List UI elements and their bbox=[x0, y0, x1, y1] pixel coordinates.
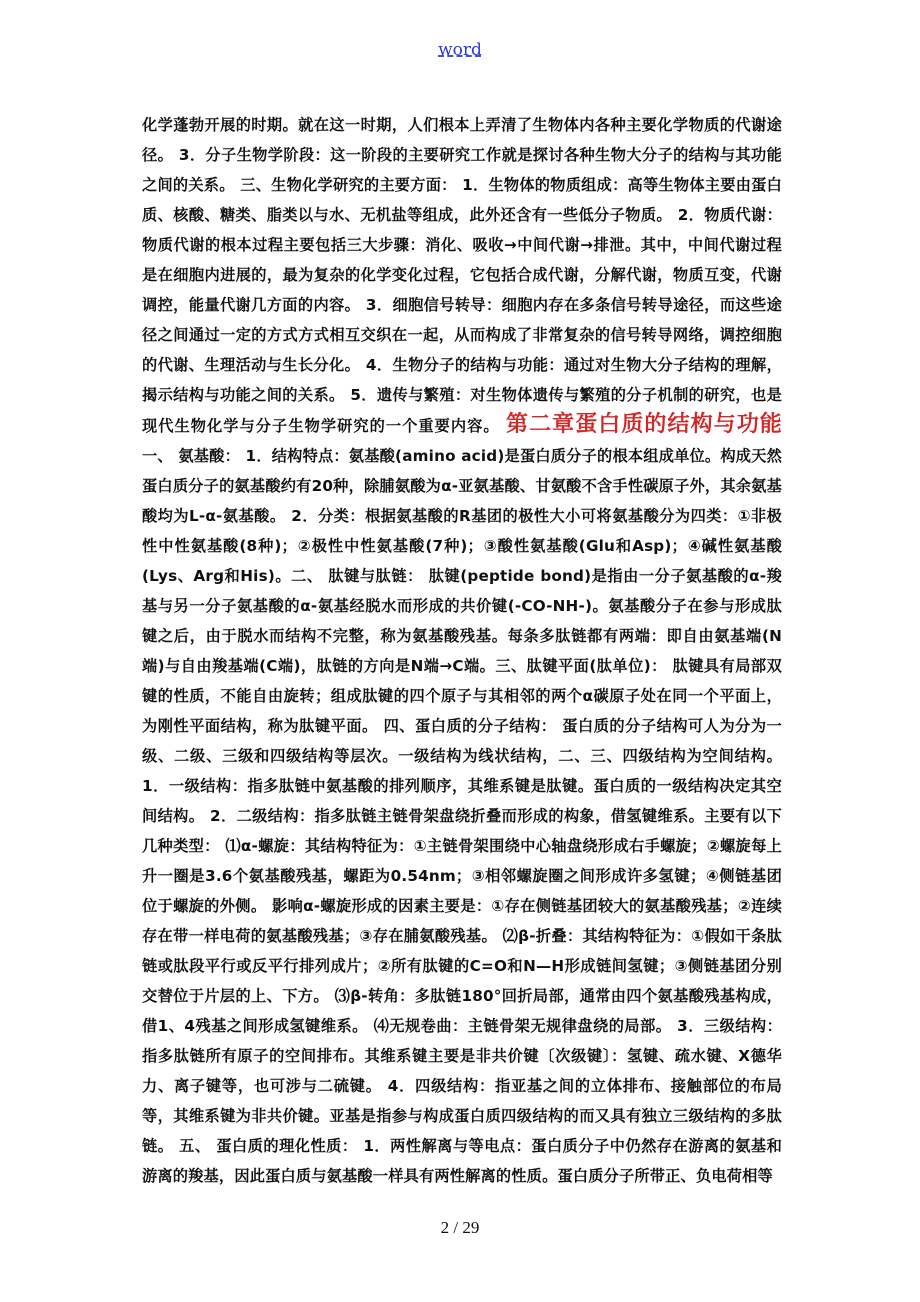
document-page bbox=[142, 110, 782, 1191]
chapter-heading: 第二章蛋白质的结构与功能 bbox=[506, 412, 782, 437]
page-number: 2 / 29 bbox=[440, 1218, 480, 1237]
paragraph-2: 一、 氨基酸： 1．结构特点：氨基酸(amino acid)是蛋白质分子的根本组成单位。构成天然蛋白质分子的氨基酸约有20种，除脯氨酸为α-亚氨基酸、甘氨酸不含手性碳原子外，其余氨基酸均为L-α-氨基酸。 2．分类：根据氨基酸的R基团的极性大小可将氨基酸分为四类：①非极性中性氨基酸(8种)；②极性中性氨基酸(7种)；③酸性氨基酸(Glu和Asp)；④碱性氨基酸(Lys、Arg和His)。二、 肽键与肽链： 肽键(peptide bond)是指由一分子氨基酸的α-羧基与另一分子氨基酸的α-氨基经脱水而形成的共价键(-CO-NH-)。氨基酸分子在参与形成肽键之后，由于脱水而结构不完整，称为氨基酸残基。每条多肽链都有两端：即自由氨基端(N端)与自由羧基端(C端)，肽链的方向是N端→C端。三、肽键平面(肽单位)： 肽键具有局部双键的性质，不能自由旋转；组成肽键的四个原子与其相邻的两个α碳原子处在同一个平面上，为刚性平面结构，称为肽键平面。 四、蛋白质的分子结构： 蛋白质的分子结构可人为分为一级、二级、三级和四级结构等层次。一级结构为线状结构，二、三、四级结构为空间结构。 1．一级结构：指多肽链中氨基酸的排列顺序，其维系键是肽键。蛋白质的一级结构决定其空间结构。 2．二级结构：指多肽链主链骨架盘绕折叠而形成的构象，借氢键维系。主要有以下几种类型： ⑴α-螺旋：其结构特征为：①主链骨架围绕中心轴盘绕形成右手螺旋；②螺旋每上升一圈是3.6个氨基酸残基，螺距为0.54nm；③相邻螺旋圈之间形成许多氢键；④侧链基团位于螺旋的外侧。 影响α-螺旋形成的因素主要是：①存在侧链基团较大的氨基酸残基；②连续存在带一样电荷的氨基酸残基；③存在脯氨酸残基。 ⑵β-折叠：其结构特征为：①假如干条肽链或肽段平行或反平行排列成片；②所有肽键的C=O和N—H形成链间氢键；③侧链基团分别交替位于片层的上、下方。 ⑶β-转角：多肽链180°回折局部，通常由四个氨基酸残基构成，借1、4残基之间形成氢键维系。 ⑷无规卷曲：主链骨架无规律盘绕的局部。 3．三级结构：指多肽链所有原子的空间排布。其维系键主要是非共价键〔次级键〕：氢键、疏水键、X德华力、离子键等，也可涉与二硫键。 4．四级结构：指亚基之间的立体排布、接触部位的布局等，其维系键为非共价键。亚基是指参与构成蛋白质四级结构的而又具有独立三级结构的多肽链。 五、 蛋白质的理化性质： 1．两性解离与等电点：蛋白质分子中仍然存在游离的氨基和游离的羧基，因此蛋白质与氨基酸一样具有两性解离的性质。蛋白质分子所带正、负电荷相等 bbox=[142, 447, 782, 1185]
body-paragraph bbox=[142, 110, 782, 1191]
header-word-link[interactable]: word bbox=[438, 40, 482, 60]
paragraph-1: 化学蓬勃开展的时期。就在这一时期，人们根本上弄清了生物体内各种主要化学物质的代谢途径。 3．分子生物学阶段：这一阶段的主要研究工作就是探讨各种生物大分子的结构与其功能之间的关系。 三、生物化学研究的主要方面： 1．生物体的物质组成：高等生物体主要由蛋白质、核酸、糖类、脂类以与水、无机盐等组成，此外还含有一些低分子物质。 2．物质代谢：物质代谢的根本过程主要包括三大步骤：消化、吸收→中间代谢→排泄。其中，中间代谢过程是在细胞内进展的，最为复杂的化学变化过程，它包括合成代谢，分解代谢，物质互变，代谢调控，能量代谢几方面的内容。 3．细胞信号转导：细胞内存在多条信号转导途径，而这些途径之间通过一定的方式方式相互交织在一起，从而构成了非常复杂的信号转导网络，调控细胞的代谢、生理活动与生长分化。 4．生物分子的结构与功能：通过对生物大分子结构的理解，揭示结构与功能之间的关系。 5．遗传与繁殖：对生物体遗传与繁殖的分子机制的研究，也是现代生物化学与分子生物学研究的一个重要内容。 bbox=[142, 116, 782, 435]
